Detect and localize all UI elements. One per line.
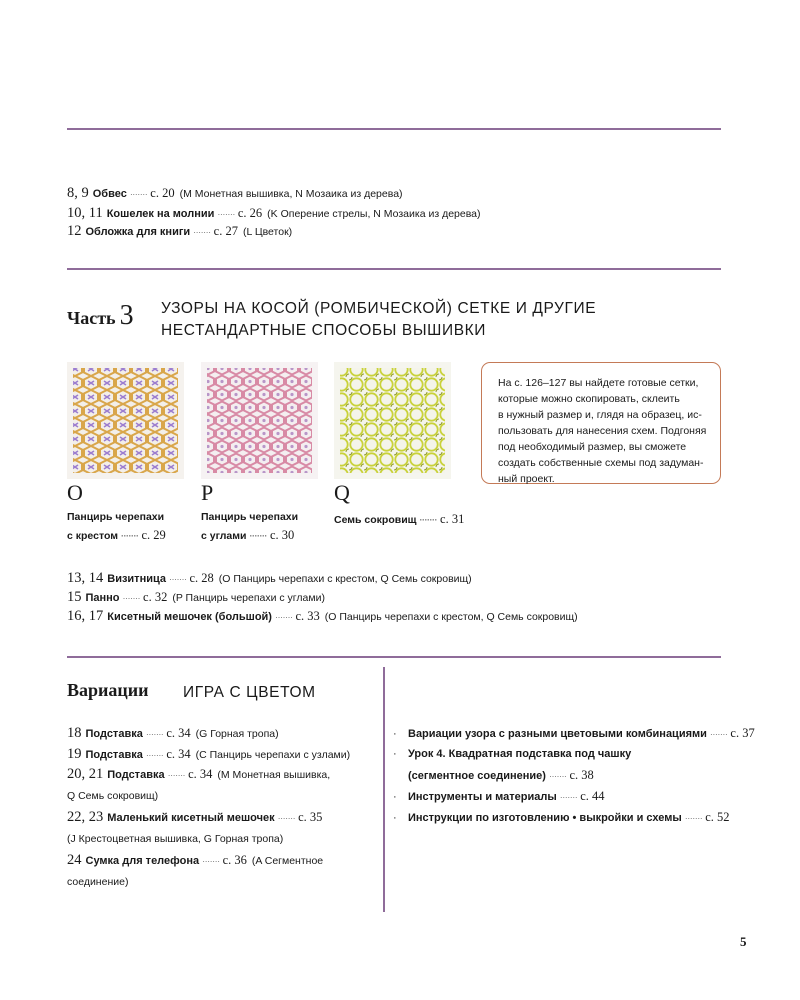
pattern-p-letter: P [201,480,214,505]
divider-vertical [383,667,385,912]
toc-entry[interactable]: 20, 21 Подставка ······· с. 34 (M Монетная вышивка, [67,766,331,782]
divider-variations [67,656,721,658]
divider-part3 [67,268,721,270]
toc-entry[interactable]: 22, 23 Маленький кисетный мешочек ······· с. 35 [67,809,323,825]
part-label: Часть 3 [67,300,134,331]
pattern-o-letter: O [67,480,83,505]
pattern-o-caption[interactable]: Панцирь черепахи с крестом ······· с. 29 [67,511,166,542]
toc-entry-continued: (J Крестоцветная вышивка, G Горная тропа) [67,833,284,845]
toc-entry[interactable]: 8, 9 Обвес ······· с. 20 (M Монетная вышивка, N Мозаика из дерева) [67,185,403,201]
toc-entry[interactable]: 15 Панно ······· с. 32 (P Панцирь черепахи с углами) [67,589,325,605]
variations-label: Вариации [67,680,149,700]
pattern-p-caption[interactable]: Панцирь черепахи с углами ······· с. 30 [201,511,299,542]
toc-entry[interactable]: 19 Подставка ······· с. 34 (C Панцирь черепахи с узлами) [67,746,351,762]
variations-title: ИГРА С ЦВЕТОМ [183,684,316,701]
page-number: 5 [740,934,747,949]
toc-entry-continued: Q Семь сокровищ) [67,790,159,802]
toc-bullet[interactable]: · Урок 4. Квадратная подставка под чашку [393,748,632,760]
pattern-o-image[interactable] [67,362,184,479]
toc-bullet[interactable]: · Вариации узора с разными цветовыми комбинациями ······· с. 37 [393,726,755,740]
grid-note-box: На с. 126–127 вы найдете готовые сетки, которые можно скопировать, склеить в нужный размер и, глядя на образец, ис- пользовать для нанесения схем. Подгоняя под необходимый размер, вы сможете создать собственные схемы под задуман- ный проект. [481,362,721,484]
toc-entry[interactable]: 12 Обложка для книги ······· с. 27 (L Цветок) [67,223,293,239]
toc-entry[interactable]: 13, 14 Визитница ······· с. 28 (O Панцирь черепахи с крестом, Q Семь сокровищ) [67,570,472,586]
pattern-q-image[interactable] [334,362,451,479]
divider-top [67,128,721,130]
toc-bullet[interactable]: · Инструкции по изготовлению • выкройки и схемы ······· с. 52 [393,810,730,824]
pattern-p-image[interactable] [201,362,318,479]
toc-bullet-continued[interactable]: (сегментное соединение) ······· с. 38 [408,768,594,782]
toc-entry[interactable]: 10, 11 Кошелек на молнии ······· с. 26 (K Оперение стрелы, N Мозаика из дерева) [67,205,481,221]
toc-entry[interactable]: 16, 17 Кисетный мешочек (большой) ······· с. 33 (O Панцирь черепахи с крестом, Q Семь сокровищ) [67,608,578,624]
pattern-q-caption[interactable]: Семь сокровищ ······· с. 31 [334,512,465,526]
toc-entry[interactable]: 24 Сумка для телефона ······· с. 36 (A Сегментное [67,852,324,868]
part-title: УЗОРЫ НА КОСОЙ (РОМБИЧЕСКОЙ) СЕТКЕ И ДРУГИЕ НЕСТАНДАРТНЫЕ СПОСОБЫ ВЫШИВКИ [161,300,597,339]
toc-entry-continued: соединение) [67,876,129,888]
pattern-q-letter: Q [334,480,350,505]
toc-bullet[interactable]: · Инструменты и материалы ······· с. 44 [393,789,605,803]
toc-entry[interactable]: 18 Подставка ······· с. 34 (G Горная тропа) [67,725,279,741]
